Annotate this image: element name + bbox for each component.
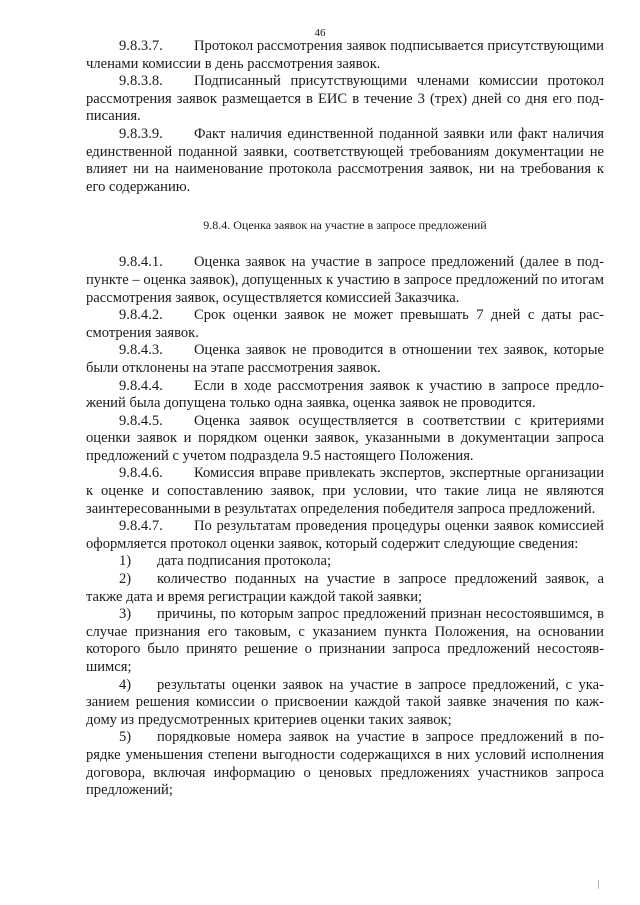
paragraph-text: Оценка заявок на участие в запросе предложений (далее в подпункте – оценка заявок), допущенных к участию в запросе предложений по итогам рассмотрения заявок, осуществляется комиссией Заказчика.: [86, 254, 604, 306]
page-number: 46: [314, 27, 326, 39]
list-item-text: порядковые номера заявок на участие в запросе предложений в порядке уменьшения степени выгодности содержащихся в них условий исполнения договора, включая информацию о ценовых предложениях участников запроса предложений;: [86, 729, 604, 799]
list-item-number: 3): [119, 606, 132, 623]
paragraph-number: 9.8.3.9.: [119, 125, 163, 142]
paragraph-9-8-4-7: [86, 518, 604, 553]
list-item-text: дата подписания протокола;: [157, 553, 332, 570]
top-paragraphs: [86, 38, 604, 196]
section-heading: 9.8.4. Оценка заявок на участие в запросе предложений: [203, 218, 487, 233]
paragraph-text: Оценка заявок не проводится в отношении тех заявок, которые были отклонены на этапе рассмотрения заявок.: [86, 342, 604, 376]
list-item-number: 4): [119, 676, 132, 693]
list-item-text: количество поданных на участие в запросе предложений заявок, а также дата и время регистрации каждой такой заявки;: [86, 571, 604, 605]
list-item-number: 1): [119, 553, 132, 570]
paragraph-number: 9.8.3.7.: [119, 38, 163, 54]
list-item: [86, 606, 604, 676]
paragraph-9-8-4-3: [86, 342, 604, 377]
protocol-contents-list: [86, 553, 604, 799]
list-item: [86, 571, 604, 606]
scan-mark: [598, 880, 599, 889]
paragraph-number: 9.8.3.8.: [119, 73, 163, 90]
paragraph-text: Оценка заявок осуществляется в соответствии с критериями оценки заявок и порядком оценки заявок, указанными в документации запроса предложений с учетом подраздела 9.5 настоящего Положения.: [86, 412, 604, 464]
paragraph-9-8-4-4: [86, 378, 604, 413]
body-text: [86, 38, 604, 800]
paragraph-text: Протокол рассмотрения заявок подписывается присутствующими членами комиссии в день рассмотрения заявок.: [86, 38, 604, 72]
paragraph-text: Подписанный присутствующими членами комиссии протокол рассмотрения заявок размещается в ЕИС в течение 3 (трех) дней со дня его подписания.: [86, 73, 604, 125]
list-item-text: результаты оценки заявок на участие в запросе предложений, с указанием решения комиссии о присвоении каждой такой заявке значения по каждому из предусмотренных критериев оценки таких заявок;: [86, 676, 604, 728]
paragraph-9-8-3-8: [86, 73, 604, 126]
paragraph-9-8-3-7: [86, 38, 604, 73]
paragraph-9-8-4-6: [86, 465, 604, 518]
paragraph-number: 9.8.4.5.: [119, 412, 163, 429]
list-item: [86, 553, 604, 571]
paragraph-text: Срок оценки заявок не может превышать 7 дней с даты рассмотрения заявок.: [86, 307, 604, 341]
paragraph-text: Факт наличия единственной поданной заявки или факт наличия единственной поданной заявки, соответствующей требованиям документации не влияет ни на наименование протокола рассмотрения заявок, ни на требования к его содержанию.: [86, 125, 604, 195]
list-item-number: 5): [119, 729, 132, 746]
paragraph-9-8-4-2: [86, 307, 604, 342]
paragraph-number: 9.8.4.7.: [119, 518, 163, 535]
paragraph-text: Комиссия вправе привлекать экспертов, экспертные организации к оценке и сопоставлению заявок, при условии, что такие лица не являются заинтересованными в результатах определения победителя запроса предложений.: [86, 465, 604, 517]
paragraph-9-8-4-5: [86, 413, 604, 466]
paragraph-text: По результатам проведения процедуры оценки заявок комиссией оформляется протокол оценки заявок, который содержит следующие сведения:: [86, 518, 604, 552]
paragraph-number: 9.8.4.6.: [119, 465, 163, 482]
main-paragraphs: [86, 254, 604, 553]
paragraph-number: 9.8.4.2.: [119, 307, 163, 324]
list-item-number: 2): [119, 571, 132, 588]
paragraph-number: 9.8.4.1.: [119, 254, 163, 271]
paragraph-text: Если в ходе рассмотрения заявок к участию в запросе предложений была допущена только одна заявка, оценка заявок не проводится.: [86, 377, 604, 412]
paragraph-number: 9.8.4.3.: [119, 342, 163, 359]
paragraph-9-8-4-1: [86, 254, 604, 307]
list-item-text: причины, по которым запрос предложений признан несостоявшимся, в случае признания его таковым, с указанием пункта Положения, на основании которого было принято решение о признании запроса предложений несостоявшимся;: [86, 606, 604, 675]
paragraph-9-8-3-9: [86, 126, 604, 196]
list-item: [86, 729, 604, 799]
list-item: [86, 677, 604, 730]
paragraph-number: 9.8.4.4.: [119, 377, 163, 394]
